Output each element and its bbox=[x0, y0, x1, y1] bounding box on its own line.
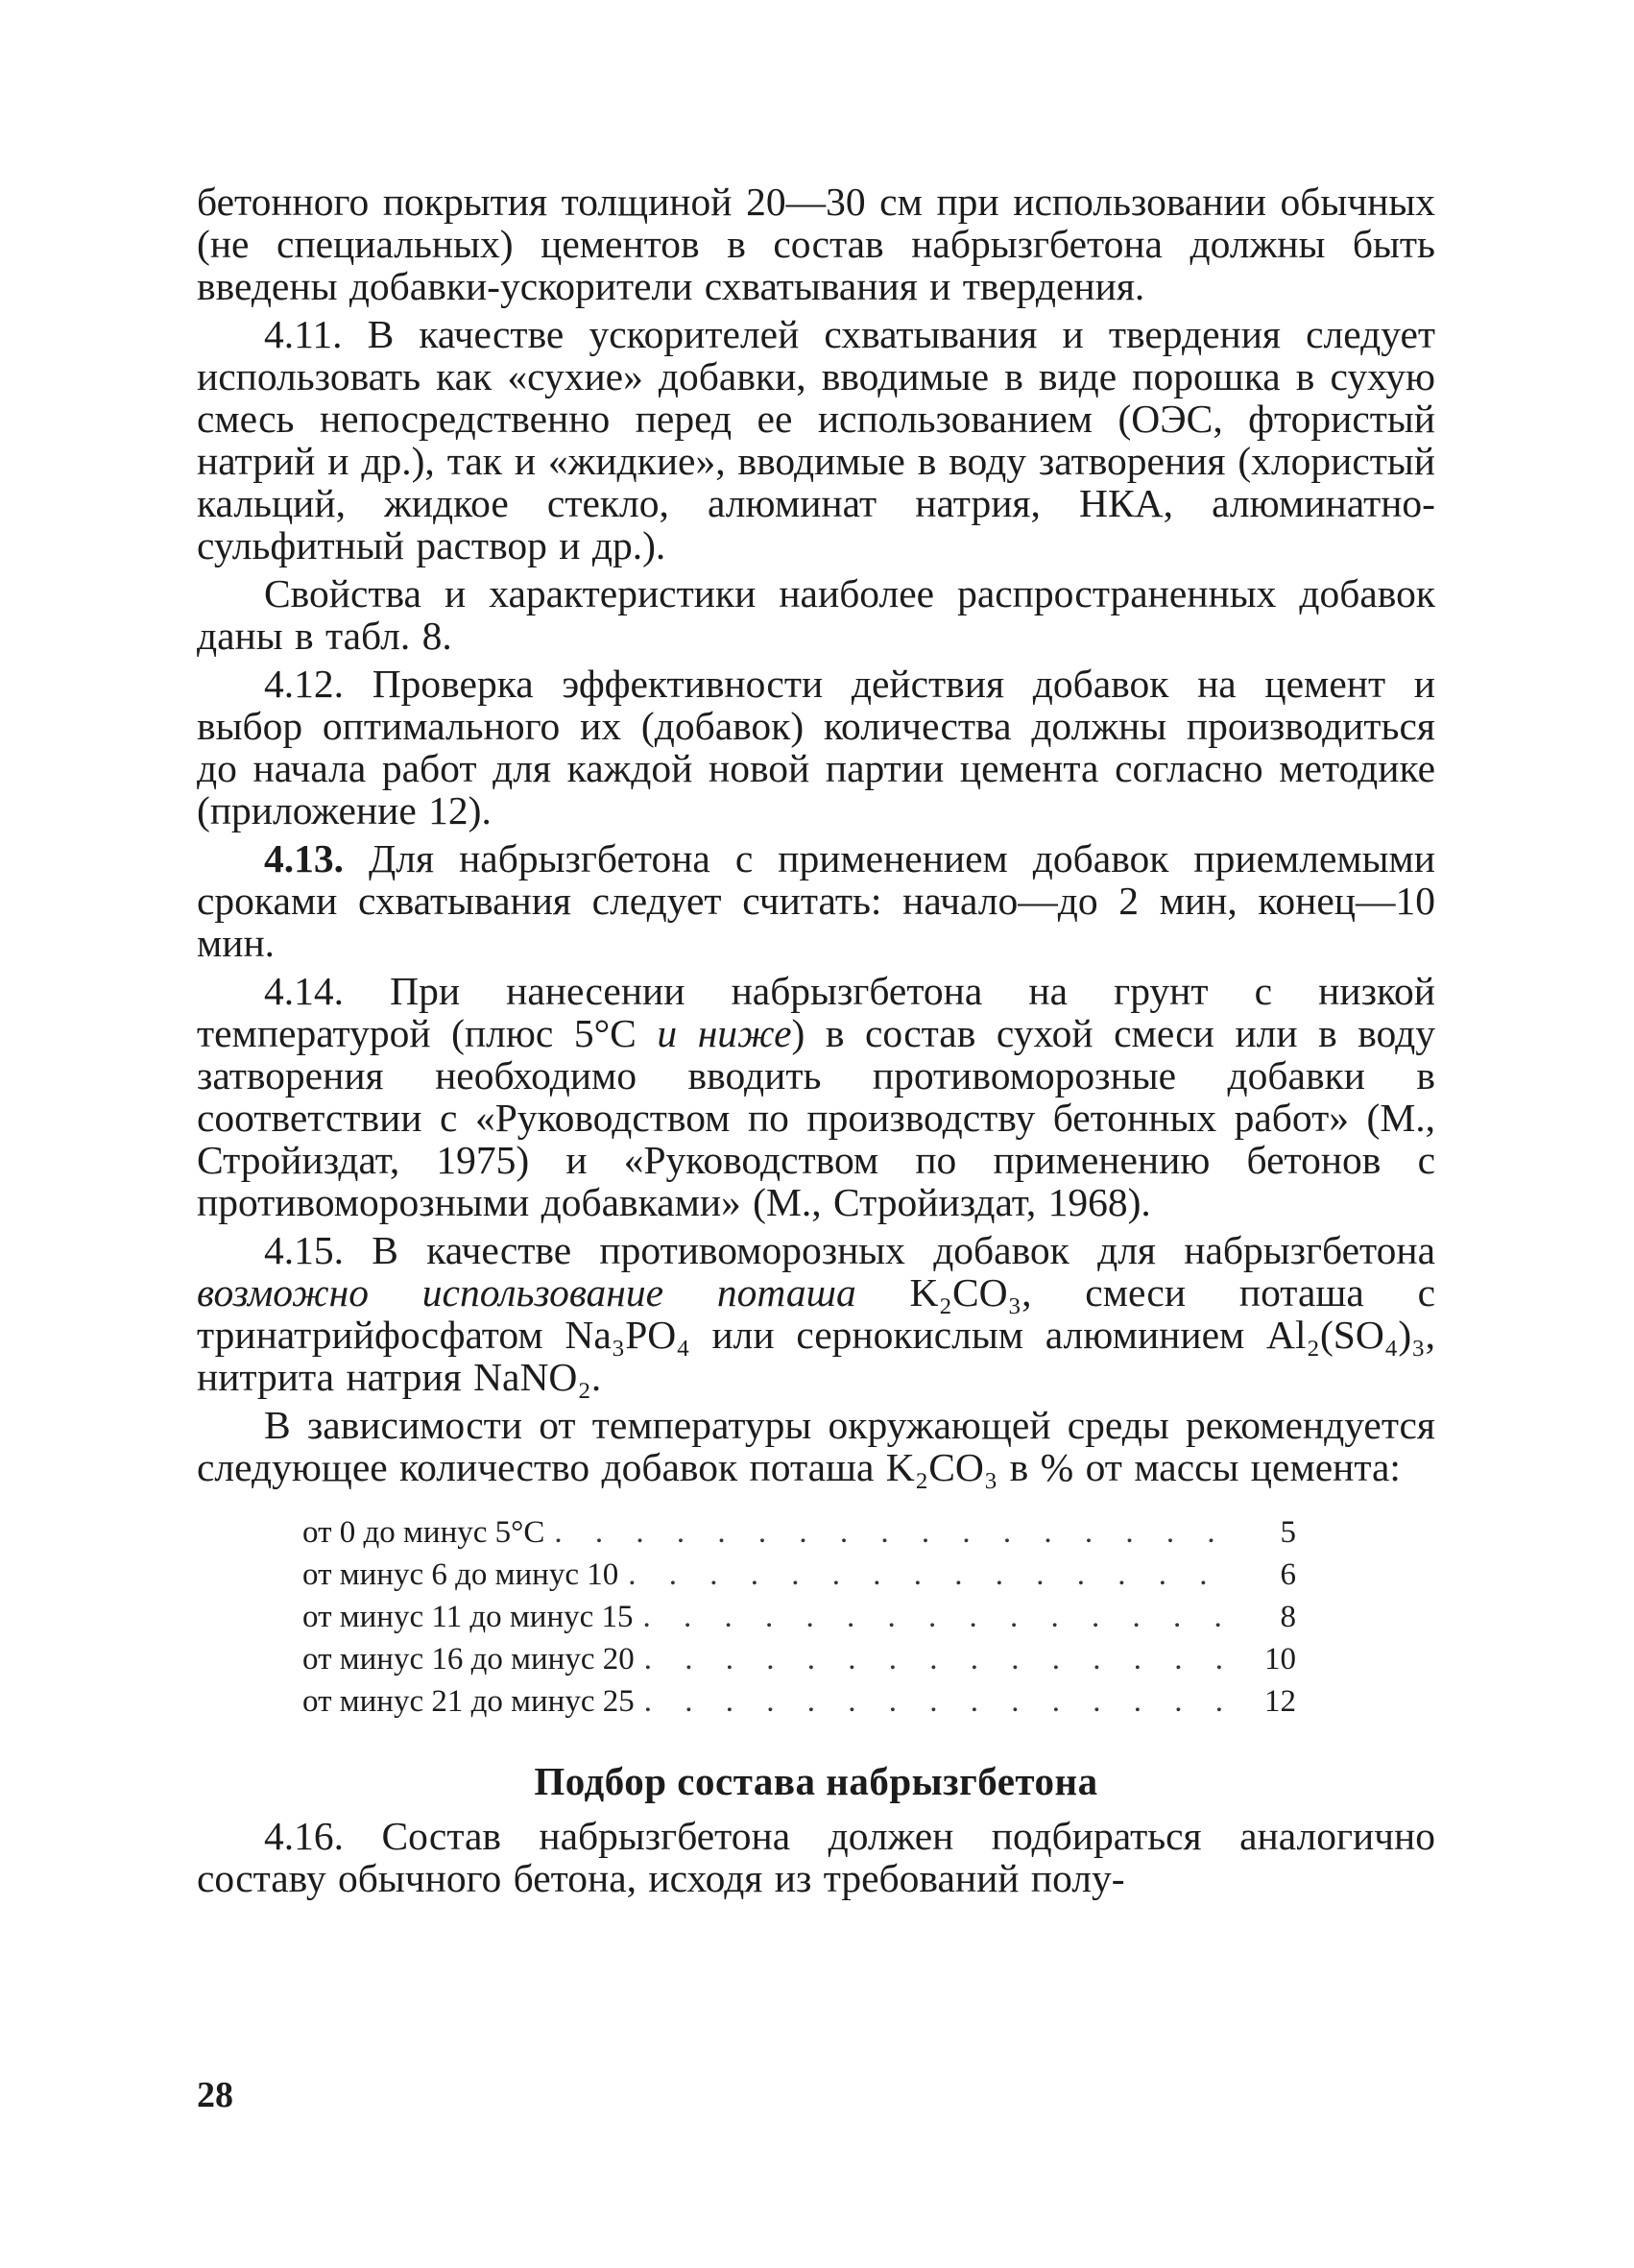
clause-number: 4.15. bbox=[264, 1228, 344, 1272]
paragraph-4-12 bbox=[197, 663, 1435, 832]
clause-text-italic: и ниже bbox=[657, 1011, 792, 1055]
paragraph-dosage-intro: В зависимости от температуры окружающей среды рекомендуется следующее количество добавок поташа K₂CO₃ в % от массы цемента: bbox=[197, 1403, 1435, 1489]
dosage-value: 6 bbox=[1280, 1557, 1296, 1592]
dosage-table bbox=[302, 1511, 1296, 1723]
dosage-value: 5 bbox=[1280, 1515, 1296, 1550]
section-heading: Подбор состава набрызгбетона bbox=[534, 1759, 1098, 1803]
leader-dots bbox=[544, 1511, 1229, 1554]
temperature-range: от минус 6 до минус 10 bbox=[302, 1557, 619, 1592]
clause-number: 4.14. bbox=[264, 969, 344, 1013]
clause-number: 4.16. bbox=[264, 1814, 344, 1858]
table-row bbox=[302, 1554, 1296, 1596]
clause-text: Проверка эффективности действия добавок на цемент и выбор оптимального их (добавок) количества должны производиться до начала работ для каждой новой партии цемента согласно методике (приложение 12). bbox=[197, 662, 1435, 832]
clause-number: 4.11. bbox=[264, 312, 343, 356]
paragraph-properties: Свойства и характеристики наиболее распространенных добавок даны в табл. 8. bbox=[197, 571, 1435, 658]
paragraph-4-16 bbox=[197, 1815, 1435, 1899]
temperature-range: от 0 до минус 5°С bbox=[302, 1515, 545, 1550]
page-body bbox=[197, 181, 1435, 1899]
clause-text-b: K₂CO₃, смеси поташа с тринатрийфосфатом Na₃PO₄ или сернокислым алюминием Al₂(SO₄)₃, нитрита натрия NaNO₂. bbox=[197, 1270, 1436, 1399]
temperature-range: от минус 21 до минус 25 bbox=[302, 1684, 635, 1719]
table-row bbox=[302, 1680, 1296, 1723]
clause-text: В качестве ускорителей схватывания и твердения следует использовать как «сухие» добавки, вводимые в виде порошка в сухую смесь непосредственно перед ее использованием (ОЭС, фтористый натрий и др.), так и «жидкие», вводимые в воду затворения (хлористый кальций, жидкое стекло, алюминат натрия, НКА, алюминатно-сульфитный раствор и др.). bbox=[197, 312, 1435, 567]
clause-number: 4.13. bbox=[264, 836, 344, 881]
paragraph-4-14 bbox=[197, 970, 1435, 1223]
table-row bbox=[302, 1596, 1296, 1638]
paragraph-continuation: бетонного покрытия толщиной 20—30 см при использовании обычных (не специальных) цементов в состав набрызгбетона должны быть введены добавки-ускорители схватывания и твердения. bbox=[197, 180, 1435, 308]
paragraph-4-11 bbox=[197, 313, 1435, 567]
table-row bbox=[302, 1638, 1296, 1680]
leader-dots bbox=[635, 1638, 1229, 1680]
clause-number: 4.12. bbox=[264, 662, 344, 706]
page-number: 28 bbox=[197, 2075, 233, 2115]
dosage-value: 12 bbox=[1264, 1684, 1296, 1719]
temperature-range: от минус 16 до минус 20 bbox=[302, 1642, 635, 1677]
leader-dots bbox=[635, 1680, 1229, 1723]
temperature-range: от минус 11 до минус 15 bbox=[302, 1600, 634, 1634]
clause-text: Состав набрызгбетона должен подбираться аналогично составу обычного бетона, исходя из требований полу- bbox=[197, 1814, 1436, 1900]
dosage-value: 10 bbox=[1264, 1642, 1296, 1677]
clause-text: Для набрызгбетона с применением добавок приемлемыми сроками схватывания следует считать: начало—до 2 мин, конец—10 мин. bbox=[197, 836, 1436, 965]
dosage-value: 8 bbox=[1280, 1600, 1296, 1634]
paragraph-4-13 bbox=[197, 837, 1435, 964]
clause-text-a: При нанесении набрызгбетона на грунт с низкой температурой (плюс 5°С bbox=[197, 969, 1435, 1055]
paragraph-4-15 bbox=[197, 1229, 1435, 1398]
table-row bbox=[302, 1511, 1296, 1554]
clause-text-italic: возможно использование поташа bbox=[197, 1270, 856, 1315]
clause-text-a: В качестве противоморозных добавок для набрызгбетона bbox=[372, 1228, 1435, 1272]
clause-text-b: ) в состав сухой смеси или в воду затворения необходимо вводить противоморозные добавки в соответствии с «Руководством по производству бетонных работ» (М., Стройиздат, 1975) и «Руководством по применению бетонов с противоморозными добавками» (М., Стройиздат, 1968). bbox=[197, 1011, 1435, 1224]
leader-dots bbox=[618, 1554, 1229, 1596]
leader-dots bbox=[634, 1596, 1229, 1638]
